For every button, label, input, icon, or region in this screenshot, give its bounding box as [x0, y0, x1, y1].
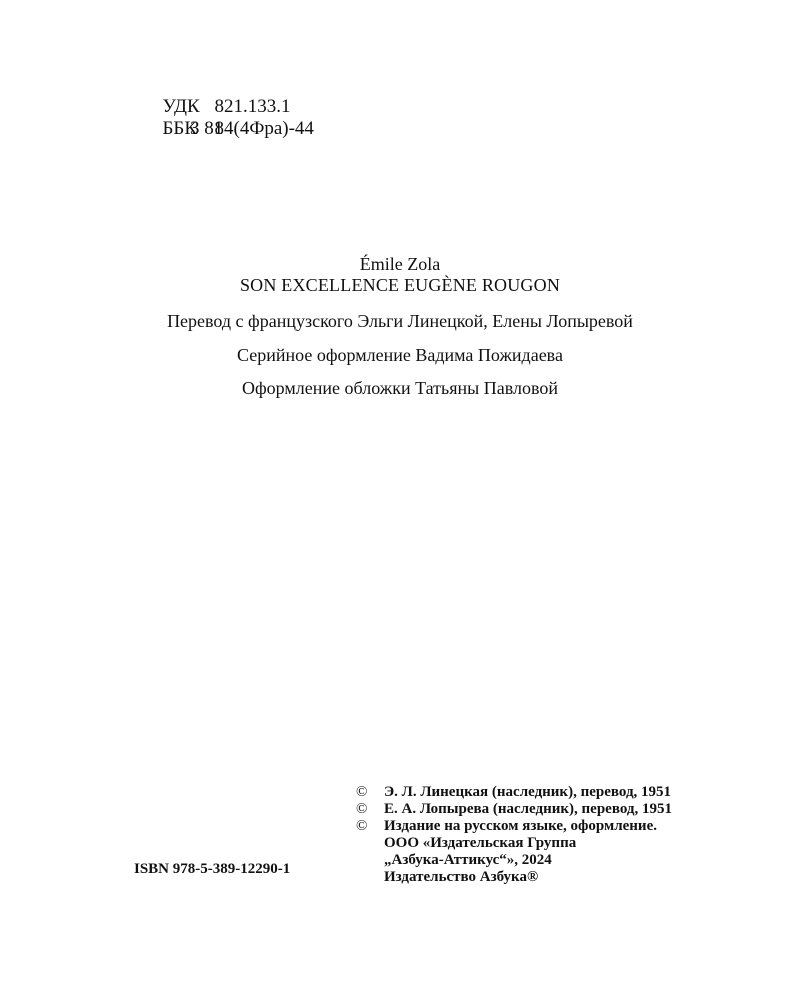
copyright-symbol: © — [356, 801, 368, 817]
author-name: Émile Zola — [359, 254, 441, 274]
copyright-symbol: © — [356, 818, 368, 834]
copyright-block — [356, 784, 672, 886]
copyright-line — [356, 818, 672, 835]
copyright-line — [356, 801, 672, 818]
copyright-text: Издание на русском языке, оформление. — [384, 818, 657, 834]
copyright-line — [356, 784, 672, 801]
copyright-symbol: © — [356, 784, 368, 800]
cover-design-credit: Оформление обложки Татьяны Павловой — [242, 378, 558, 398]
publisher-line: ООО «Издательская Группа — [384, 835, 577, 851]
translation-credit: Перевод с французского Эльги Линецкой, Елены Лопыревой — [167, 311, 633, 331]
classification-block — [134, 74, 314, 140]
author-mark: З 81 — [190, 118, 224, 139]
bbk-value: 84(4Фра)-44 — [214, 118, 314, 139]
udk-label: УДК — [162, 96, 200, 117]
bbk-label: ББК — [162, 118, 197, 139]
copyright-text: Э. Л. Линецкая (наследник), перевод, 1951 — [384, 784, 672, 800]
udk-value: 821.133.1 — [214, 96, 291, 117]
isbn: ISBN 978-5-389-12290-1 — [134, 861, 291, 877]
book-title: SON EXCELLENCE EUGÈNE ROUGON — [239, 275, 561, 295]
publisher-line: „Азбука-Аттикус“», 2024 — [384, 852, 552, 868]
copyright-text: Е. А. Лопырева (наследник), перевод, 1951 — [384, 801, 672, 817]
series-design-credit: Серийное оформление Вадима Пожидаева — [237, 345, 563, 365]
udk-row — [134, 74, 314, 117]
publisher-line: Издательство Азбука® — [384, 869, 539, 885]
